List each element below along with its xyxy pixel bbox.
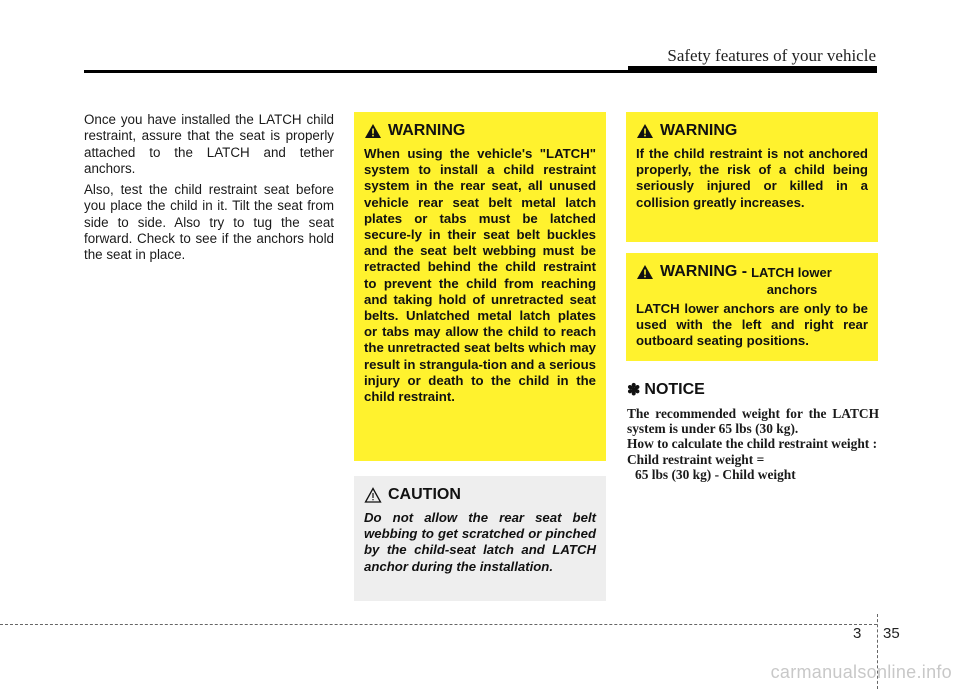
watermark: carmanualsonline.info [770, 662, 952, 682]
warning-title: WARNING [660, 122, 738, 139]
header-title: Safety features of your vehicle [667, 46, 876, 65]
notice-section [627, 380, 879, 482]
warning-subtitle-line-2: anchors [766, 282, 818, 297]
notice-line-1: The recommended weight for the LATCH system is under 65 lbs (30 kg). [627, 406, 879, 437]
warning-triangle-icon [364, 123, 382, 139]
chapter-number: 3 [853, 625, 862, 642]
caution-title: CAUTION [388, 486, 461, 503]
notice-text [627, 406, 879, 482]
warning-box-lower-anchors [626, 253, 878, 361]
caution-triangle-icon [364, 487, 382, 503]
intro-text [84, 112, 334, 269]
caution-box-webbing [354, 476, 606, 601]
warning-text: If the child restraint is not anchored properly, the risk of a child being seriously injured or killed in a collision greatly increases. [636, 146, 868, 210]
warning-box-latch-system [354, 112, 606, 461]
warning-box-anchored [626, 112, 878, 242]
warning-title: WARNING - [660, 263, 748, 280]
notice-line-3: Child restraint weight = [627, 451, 765, 467]
warning-title: WARNING [388, 122, 466, 139]
page-number: 35 [883, 625, 900, 642]
warning-triangle-icon [636, 264, 654, 280]
header-rule-accent [628, 66, 877, 73]
warning-header [636, 263, 868, 281]
warning-text: LATCH lower anchors are only to be used with the left and right rear outboard seating positions. [636, 301, 868, 349]
notice-title: NOTICE [644, 381, 705, 398]
footer-rule [0, 624, 877, 625]
notice-line-4: 65 lbs (30 kg) - Child weight [635, 466, 796, 482]
intro-paragraph-1: Once you have installed the LATCH child restraint, assure that the seat is properly attached to the LATCH and tether anchors. [84, 112, 334, 176]
warning-text: When using the vehicle's "LATCH" system to install a child restraint system in the rear seat, all unused vehicle rear seat belt metal latch plates or tabs must be latched secure-ly in their seat belt buckles and the seat belt webbing must be retracted behind the child restraint to prevent the child from reaching and taking hold of unretracted seat belts. Unlatched metal latch plates or tabs may allow the child to reach the unretracted seat belts which may result in strangula-tion and a serious injury or death to the child in the child restraint. [364, 146, 596, 405]
warning-subtitle-line-1: LATCH lower [751, 264, 832, 280]
notice-star-icon: ✽ [627, 382, 641, 399]
intro-paragraph-2: Also, test the child restraint seat before you place the child in it. Tilt the seat from side to side. Also try to tug the seat forward. Check to see if the anchors hold the seat in place. [84, 182, 334, 263]
notice-header [627, 380, 879, 400]
warning-header [364, 122, 596, 140]
caution-text: Do not allow the rear seat belt webbing to get scratched or pinched by the child-seat latch and LATCH anchor during the installation. [364, 510, 596, 574]
notice-line-2: How to calculate the child restraint weight : [627, 436, 878, 452]
warning-header [636, 122, 868, 140]
warning-triangle-icon [636, 123, 654, 139]
caution-header [364, 486, 596, 504]
